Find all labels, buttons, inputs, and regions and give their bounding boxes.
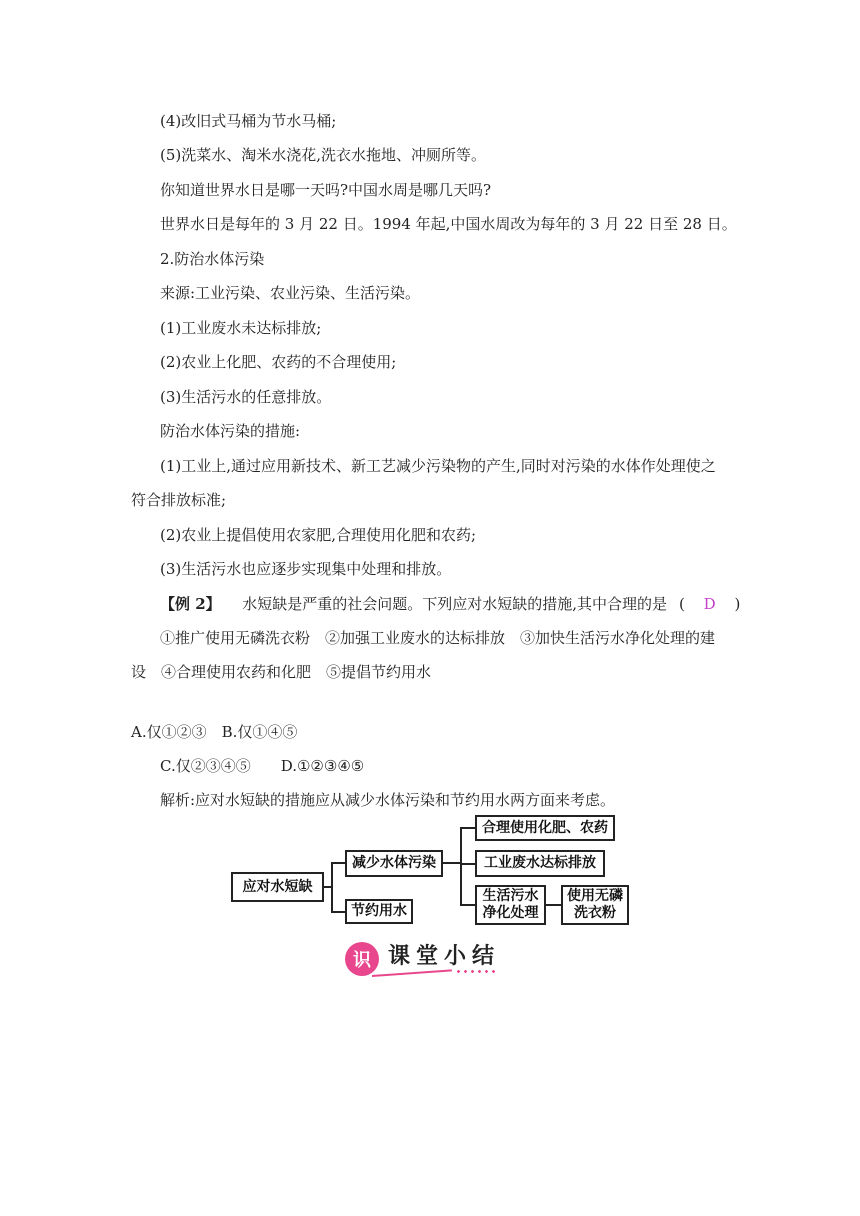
text-line: 世界水日是每年的 3 月 22 日。1994 年起,中国水周改为每年的 3 月 22 日至 28 日。	[160, 215, 737, 233]
connector	[331, 862, 345, 864]
text-line: (5)洗菜水、淘米水浇花,洗衣水拖地、冲厕所等。	[160, 146, 487, 164]
text-line: 你知道世界水日是哪一天吗?中国水周是哪几天吗?	[160, 181, 492, 199]
connector	[546, 904, 561, 906]
section-heading: 2.防治水体污染	[160, 250, 265, 268]
connector	[443, 862, 461, 864]
example-items: 设 ④合理使用农药和化肥 ⑤提倡节约用水	[131, 663, 432, 681]
summary-dots	[455, 970, 499, 973]
example-tag: 【例 2】	[160, 595, 221, 613]
options-cd: C.仅②③④⑤ D.①②③④⑤	[160, 757, 365, 775]
diagram-leaf-industrial-water: 工业废水达标排放	[475, 850, 605, 877]
text-line: (3)生活污水也应逐步实现集中处理和排放。	[160, 560, 452, 578]
text-line: (2)农业上化肥、农药的不合理使用;	[160, 353, 397, 371]
diagram-branch-reduce-pollution: 减少水体污染	[345, 850, 443, 877]
example-items: ①推广使用无磷洗衣粉 ②加强工业废水的达标排放 ③加快生活污水净化处理的建	[160, 629, 716, 647]
text-line: 符合排放标准;	[131, 491, 227, 509]
connector	[460, 827, 475, 829]
diagram-root: 应对水短缺	[231, 872, 324, 902]
summary-badge-icon: 识	[345, 942, 379, 976]
diagram-leaf-phosphate-free: 使用无磷洗衣粉	[561, 885, 629, 925]
connector	[460, 904, 475, 906]
text-line: (4)改旧式马桶为节水马桶;	[160, 112, 337, 130]
answer-bracket	[679, 594, 740, 614]
connector	[460, 827, 462, 905]
text-line: (1)工业废水未达标排放;	[160, 319, 322, 337]
text-line: (1)工业上,通过应用新技术、新工艺减少污染物的产生,同时对污染的水体作处理使之	[160, 457, 716, 475]
example-question-text: 水短缺是严重的社会问题。下列应对水短缺的措施,其中合理的是	[242, 595, 668, 613]
analysis: 解析:应对水短缺的措施应从减少水体污染和节约用水两方面来考虑。	[160, 791, 616, 809]
summary-title: 课堂小结	[388, 944, 501, 969]
answer: D	[703, 595, 716, 613]
paren-open: (	[679, 595, 685, 613]
diagram-leaf-sewage: 生活污水净化处理	[475, 885, 546, 925]
text-line: (3)生活污水的任意排放。	[160, 388, 332, 406]
text-line: (2)农业上提倡使用农家肥,合理使用化肥和农药;	[160, 526, 477, 544]
connector	[460, 863, 475, 865]
diagram-branch-save-water: 节约用水	[345, 899, 413, 924]
connector	[331, 862, 333, 912]
diagram-leaf-fertilizer: 合理使用化肥、农药	[475, 815, 615, 841]
options-ab: A.仅①②③ B.仅①④⑤	[131, 723, 298, 741]
text-line: 防治水体污染的措施:	[160, 422, 301, 440]
connector	[331, 911, 345, 913]
text-line: 来源:工业污染、农业污染、生活污染。	[160, 284, 421, 302]
example-question	[160, 594, 667, 614]
paren-close: )	[734, 595, 741, 613]
